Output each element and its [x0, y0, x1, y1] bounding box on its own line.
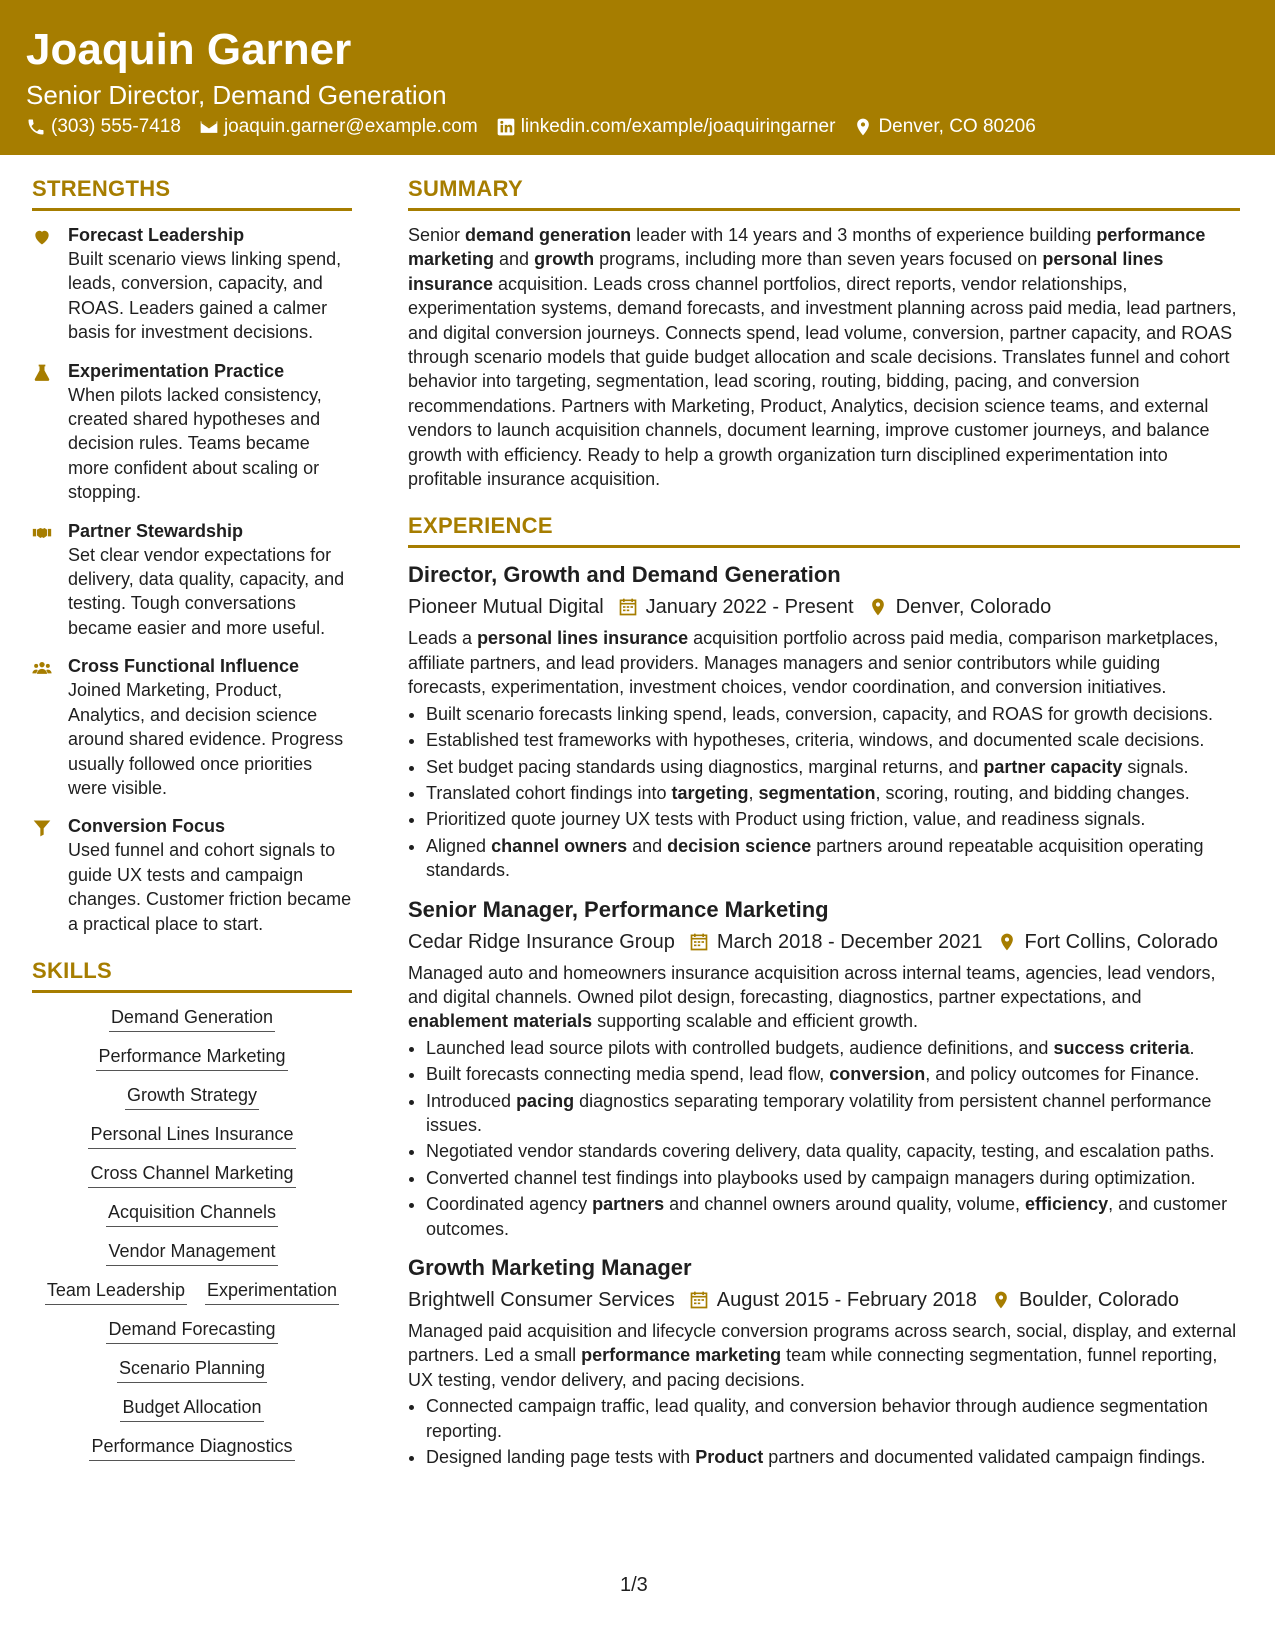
calendar-icon [689, 932, 709, 952]
strength-desc: Joined Marketing, Product, Analytics, and decision science around shared evidence. Progress usually followed once priorities were visible. [68, 680, 344, 798]
envelope-icon [199, 117, 219, 137]
text-run: Connected campaign traffic, lead quality, and conversion behavior through audience segmentation reporting. [426, 1396, 1208, 1441]
text-run: Built scenario forecasts linking spend, leads, conversion, capacity, and ROAS for growth decisions. [426, 703, 1214, 724]
flask-icon [32, 363, 52, 383]
summary-text [408, 223, 1240, 491]
text-run: Designed landing page tests with [426, 1447, 696, 1468]
strength-desc: When pilots lacked consistency, created shared hypotheses and decision rules. Teams became more confident about scaling or stopping. [68, 384, 322, 503]
map-pin-icon [868, 597, 888, 617]
text-run: Launched lead source pilots with controlled budgets, audience definitions, and [426, 1037, 1054, 1058]
text-run: programs, including more than seven years focused on [594, 249, 1043, 270]
contact-linkedin [496, 116, 836, 138]
page-indicator: 1/3 [620, 1574, 648, 1596]
skill-tag: Scenario Planning [117, 1358, 267, 1383]
text-run: Converted channel test findings into playbooks used by campaign managers during optimization. [426, 1167, 1196, 1188]
job-location: Fort Collins, Colorado [1024, 930, 1218, 953]
text-run: diagnostics separating temporary volatility from persistent channel performance issues. [426, 1090, 1212, 1135]
strength-item [32, 223, 352, 345]
skill-tag: Demand Forecasting [106, 1319, 277, 1344]
text-run: Established test frameworks with hypotheses, criteria, windows, and documented scale decisions. [426, 730, 1205, 751]
bold-text: enablement materials [408, 1011, 593, 1032]
strength-title: Forecast Leadership [68, 225, 245, 245]
text-run: Managed auto and homeowners insurance acquisition across internal teams, agencies, lead vendors, and digital channels. Owned pilot design, forecasting, diagnostics, partner expectations, and [408, 962, 1216, 1007]
job-meta [408, 592, 1240, 622]
handshake-icon [32, 523, 52, 543]
text-run: Senior [408, 225, 466, 245]
job-title: Director, Growth and Demand Generation [408, 562, 841, 588]
bold-text: partner capacity [983, 756, 1123, 777]
text-run: Negotiated vendor standards covering delivery, data quality, capacity, testing, and escalation paths. [426, 1141, 1215, 1162]
bullet-item [426, 702, 1240, 726]
text-run: team while connecting segmentation, funnel reporting, UX testing, vendor delivery, and pacing decisions. [408, 1345, 1218, 1390]
text-run: Introduced [426, 1090, 517, 1111]
bold-text: conversion [829, 1064, 926, 1085]
skill-tag: Vendor Management [106, 1241, 277, 1266]
bold-text: Product [695, 1447, 764, 1468]
bullet-item [426, 1062, 1240, 1086]
text-run: Coordinated agency [426, 1194, 593, 1215]
skills-heading: SKILLS [32, 958, 352, 993]
strength-title: Partner Stewardship [68, 520, 244, 541]
text-run: acquisition portfolio across paid media, comparison marketplaces, affiliate partners, and lead providers. Manages managers and senior contributors while guiding forecasts, experimentation, investment choices, vendor coordination, and conversion initiatives. [408, 628, 1219, 698]
location-text: Denver, CO 80206 [878, 116, 1036, 137]
skill-tag: Growth Strategy [125, 1085, 259, 1110]
strength-desc: Set clear vendor expectations for delivery, data quality, capacity, and testing. Tough conversations became easier and more useful. [68, 544, 345, 638]
job-meta [408, 927, 1240, 957]
text-run: Translated cohort findings into [426, 782, 672, 803]
bullet-item [426, 1445, 1240, 1469]
users-icon [32, 658, 52, 678]
text-run: and [627, 835, 668, 856]
text-run: Leads a [408, 628, 478, 649]
bold-text: growth [534, 249, 595, 270]
skill-tag: Budget Allocation [120, 1397, 263, 1422]
job-bullets [408, 1394, 1240, 1469]
bold-text: personal lines insurance [477, 628, 689, 649]
bullet-item [426, 1394, 1240, 1443]
bold-text: targeting [671, 782, 749, 803]
strength-item [32, 814, 352, 936]
skill-tag: Performance Marketing [96, 1046, 287, 1071]
contact-location [853, 116, 1035, 138]
job-company: Brightwell Consumer Services [408, 1289, 675, 1311]
skill-tag: Personal Lines Insurance [88, 1124, 295, 1149]
contact-phone [26, 116, 181, 138]
text-run: acquisition. Leads cross channel portfolios, direct reports, vendor relationships, experimentation systems, demand forecasts, and investment planning across paid media, lead partners, and digital conversion journeys. Connects spend, lead volume, conversion, partner capacity, and ROAS through scenario models that guide budget allocation and scale decisions. Translates funnel and cohort behavior into targeting, segmentation, lead scoring, routing, bidding, pacing, and conversion recommendations. Partners with Marketing, Product, Analytics, decision science teams, and external vendors to launch acquisition channels, document learning, improve customer journeys, and balance growth with efficiency. Ready to help a growth organization turn disciplined experimentation into profitable insurance acquisition. [408, 273, 1237, 490]
text-run: signals. [1122, 756, 1189, 777]
text-run: leader with 14 years and 3 months of experience building [631, 225, 1097, 245]
bullet-item [426, 807, 1240, 831]
job-location: Boulder, Colorado [1018, 1289, 1180, 1311]
strength-item [32, 519, 352, 641]
bullet-item [426, 1139, 1240, 1163]
skill-tag: Team Leadership [45, 1280, 187, 1305]
strength-item [32, 654, 352, 800]
right-column [408, 176, 1240, 1481]
job-company: Pioneer Mutual Digital [408, 596, 604, 619]
text-run: Prioritized quote journey UX tests with Product using friction, value, and readiness signals. [426, 809, 1146, 830]
text-run: Managed paid acquisition and lifecycle conversion programs across search, social, display, and external partners. Led a small [408, 1321, 1237, 1366]
strength-title: Cross Functional Influence [68, 656, 300, 677]
job-bullets [408, 702, 1240, 883]
calendar-icon [618, 597, 638, 617]
bold-text: pacing [516, 1090, 575, 1111]
text-run: partners around repeatable acquisition operating standards. [426, 835, 1204, 881]
job-title: Senior Manager, Performance Marketing [408, 896, 829, 922]
skill-tag: Acquisition Channels [106, 1202, 278, 1227]
resume-header [0, 0, 1275, 155]
job-description [408, 961, 1240, 1034]
bullet-item [426, 1036, 1240, 1060]
skills-list [32, 1005, 352, 1473]
contact-bar [26, 116, 1054, 138]
job-dates: March 2018 - December 2021 [716, 930, 983, 953]
text-run: Built forecasts connecting media spend, lead flow, [426, 1064, 830, 1085]
strength-item [32, 359, 352, 505]
text-run: . [1189, 1037, 1195, 1058]
candidate-title: Senior Director, Demand Generation [26, 80, 447, 110]
skill-tag: Experimentation [205, 1280, 339, 1305]
text-run: , and customer outcomes. [426, 1194, 1228, 1239]
job-bullets [408, 1036, 1240, 1241]
bullet-item [426, 1089, 1240, 1138]
funnel-icon [32, 818, 52, 838]
strengths-heading: STRENGTHS [32, 176, 352, 211]
bullet-item [426, 1192, 1240, 1241]
job-meta [408, 1285, 1240, 1315]
job-company: Cedar Ridge Insurance Group [408, 930, 675, 953]
strength-desc: Used funnel and cohort signals to guide UX tests and campaign changes. Customer friction became a practical place to start. [68, 840, 352, 934]
phone-icon [26, 117, 46, 137]
experience-heading: EXPERIENCE [408, 513, 1240, 548]
job-location: Denver, Colorado [895, 596, 1052, 619]
job-title: Growth Marketing Manager [408, 1255, 692, 1280]
text-run: , scoring, routing, and bidding changes. [875, 782, 1190, 803]
bullet-item [426, 728, 1240, 752]
summary-heading: SUMMARY [408, 176, 1240, 211]
skill-tag: Demand Generation [109, 1007, 275, 1032]
strength-desc: Built scenario views linking spend, leads, conversion, capacity, and ROAS. Leaders gained a calmer basis for investment decisions. [68, 249, 342, 343]
map-pin-icon [991, 1290, 1011, 1310]
text-run: partners and documented validated campaign findings. [763, 1447, 1206, 1468]
bold-text: decision science [667, 835, 812, 856]
job-dates: January 2022 - Present [645, 596, 854, 619]
bullet-item [426, 755, 1240, 779]
phone-text: (303) 555-7418 [51, 116, 181, 137]
bullet-item [426, 781, 1240, 805]
bold-text: performance marketing [408, 225, 1206, 270]
text-run: and [494, 249, 535, 270]
contact-email [199, 116, 478, 138]
map-pin-icon [853, 117, 873, 137]
bold-text: channel owners [491, 835, 628, 856]
left-column [32, 176, 352, 1473]
skill-tag: Performance Diagnostics [89, 1436, 294, 1461]
job-entry [408, 895, 1240, 1241]
map-pin-icon [997, 932, 1017, 952]
job-description [408, 626, 1240, 699]
linkedin-text: linkedin.com/example/joaquiringarner [520, 116, 836, 137]
strength-title: Experimentation Practice [68, 360, 285, 381]
email-text: joaquin.garner@example.com [223, 116, 478, 137]
linkedin-icon [496, 117, 516, 137]
job-description [408, 1319, 1240, 1392]
text-run: , and policy outcomes for Finance. [925, 1064, 1200, 1085]
strength-title: Conversion Focus [68, 816, 226, 837]
bullet-item [426, 1166, 1240, 1190]
skill-tag: Cross Channel Marketing [88, 1163, 295, 1188]
job-dates: August 2015 - February 2018 [716, 1289, 977, 1311]
bold-text: personal lines insurance [408, 249, 1164, 294]
text-run: , [748, 782, 759, 803]
job-entry [408, 1253, 1240, 1469]
bold-text: segmentation [758, 782, 876, 803]
bold-text: efficiency [1025, 1194, 1109, 1215]
text-run: Aligned [426, 835, 492, 856]
job-entry [408, 560, 1240, 882]
bold-text: success criteria [1053, 1037, 1190, 1058]
heart-icon [32, 227, 52, 247]
candidate-name: Joaquin Garner [26, 25, 352, 74]
calendar-icon [689, 1290, 709, 1310]
bold-text: partners [592, 1194, 665, 1215]
text-run: supporting scalable and efficient growth. [592, 1011, 918, 1032]
bold-text: performance marketing [581, 1345, 782, 1366]
bullet-item [426, 834, 1240, 883]
bold-text: demand generation [465, 225, 632, 245]
text-run: Set budget pacing standards using diagnostics, marginal returns, and [426, 756, 984, 777]
text-run: and channel owners around quality, volume, [664, 1194, 1026, 1215]
